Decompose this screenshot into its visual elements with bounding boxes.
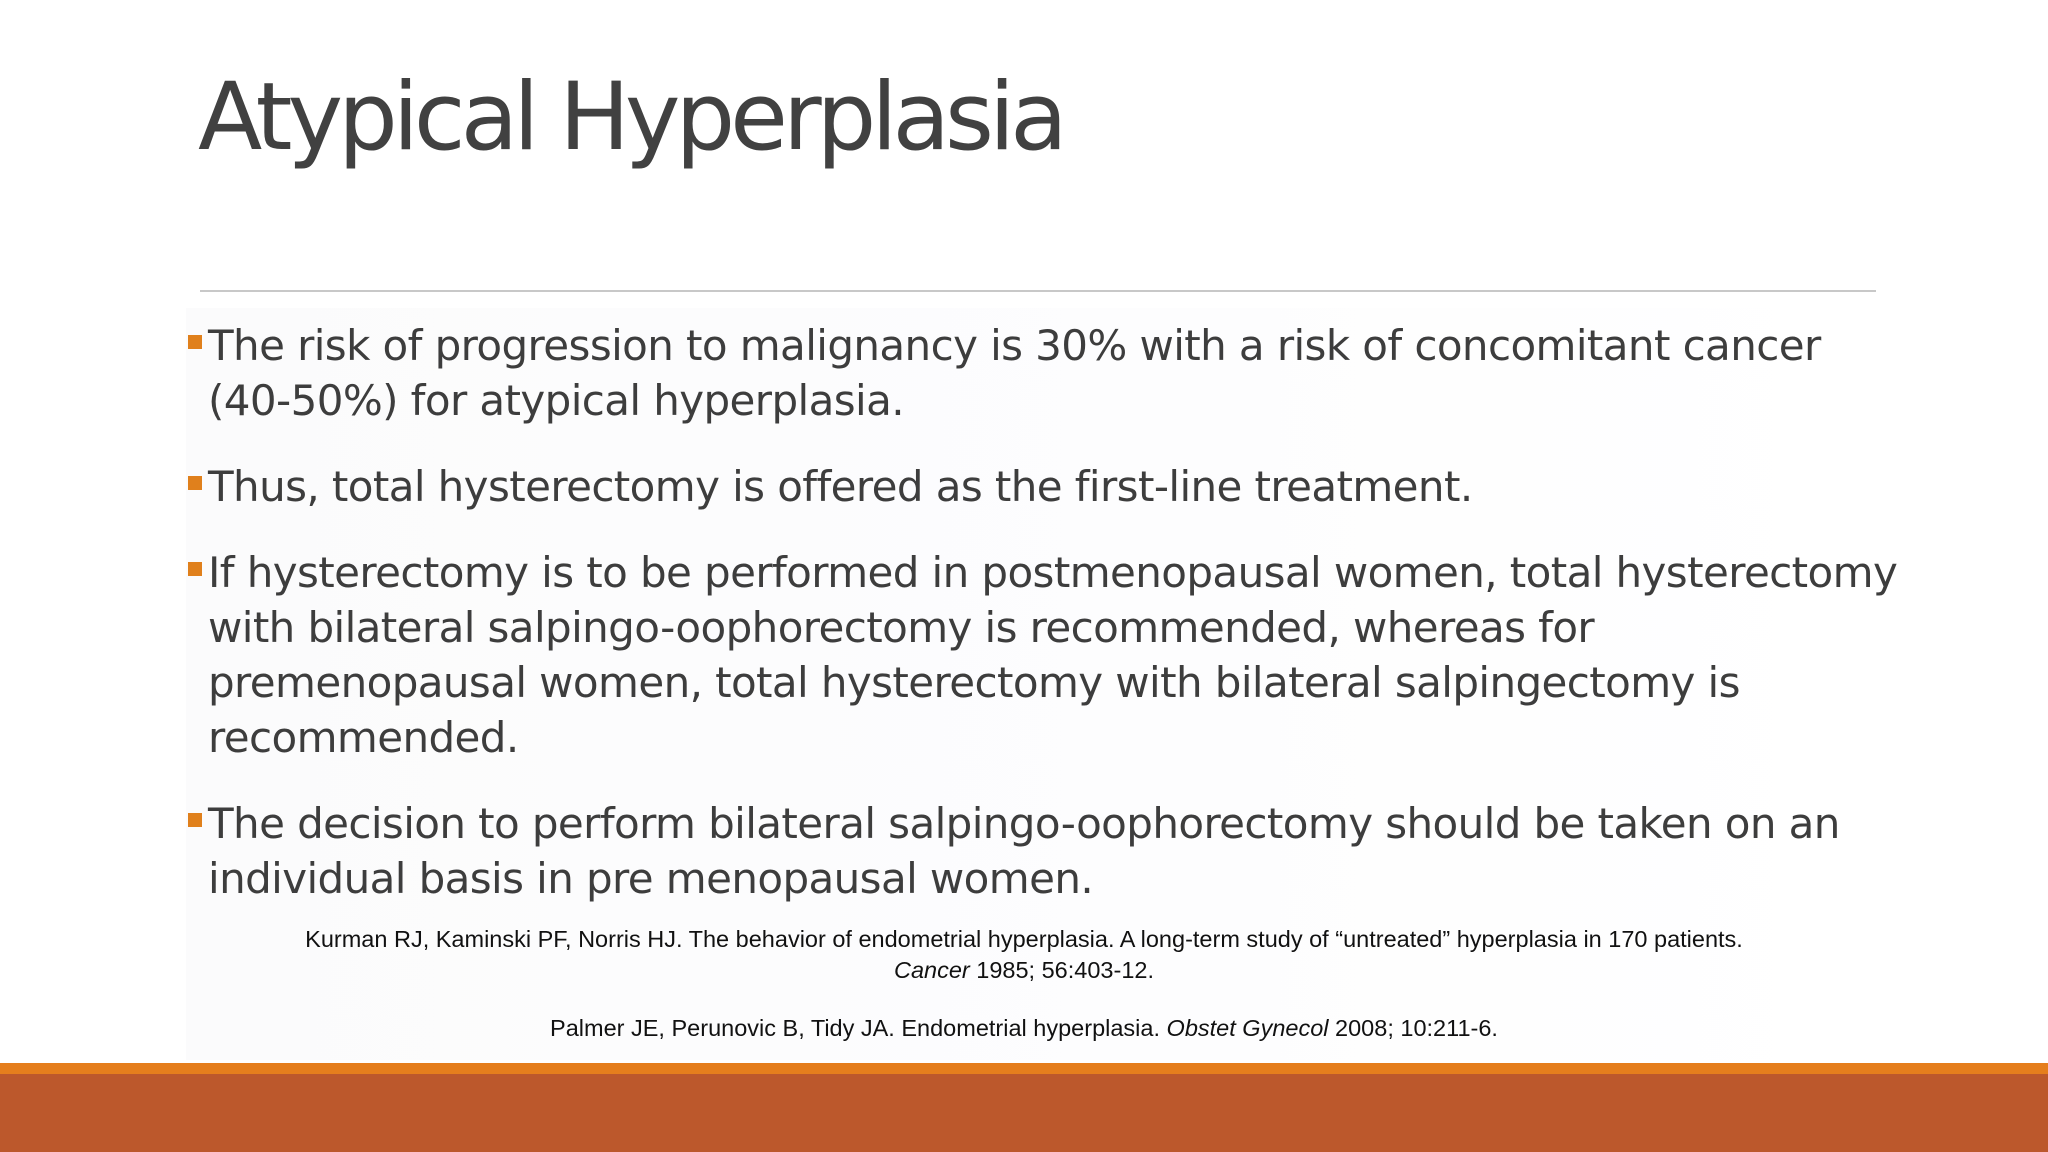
bullet-square-icon [188, 562, 202, 576]
reference-kurman [230, 924, 1818, 986]
reference-palmer [230, 1013, 1818, 1044]
bullet-text: If hysterectomy is to be performed in postmenopausal women, total hysterectomy with bilateral salpingo-oophorectomy is recommended, whereas for premenopausal women, total hysterectomy with bilateral salpingectomy is recommended. [208, 548, 1898, 762]
bullet-item [200, 459, 1900, 514]
reference-detail: 1985; 56:403-12. [969, 957, 1154, 983]
footer-bar [0, 1074, 2048, 1152]
bullet-item [200, 796, 1900, 906]
slide-title: Atypical Hyperplasia [198, 63, 1063, 172]
bullet-square-icon [188, 335, 202, 349]
bullet-item [200, 545, 1900, 765]
reference-text: Kurman RJ, Kaminski PF, Norris HJ. The behavior of endometrial hyperplasia. A long-term study of “untreated” hyperplasia in 170 patients. [305, 926, 1743, 952]
bullet-text: The decision to perform bilateral salpingo-oophorectomy should be taken on an individual basis in pre menopausal women. [208, 799, 1840, 903]
reference-text: Palmer JE, Perunovic B, Tidy JA. Endometrial hyperplasia. [550, 1015, 1167, 1041]
references [230, 924, 1818, 1044]
bullet-square-icon [188, 476, 202, 490]
bullet-text: The risk of progression to malignancy is 30% with a risk of concomitant cancer (40-50%) for atypical hyperplasia. [208, 321, 1821, 425]
bullet-list [200, 318, 1900, 937]
reference-journal: Obstet Gynecol [1166, 1015, 1329, 1041]
bullet-item [200, 318, 1900, 428]
footer-accent-stripe [0, 1063, 2048, 1074]
reference-journal: Cancer [893, 957, 970, 983]
title-divider [200, 290, 1876, 292]
bullet-text: Thus, total hysterectomy is offered as the first-line treatment. [208, 462, 1473, 511]
reference-detail: 2008; 10:211-6. [1328, 1015, 1498, 1041]
bullet-square-icon [188, 813, 202, 827]
